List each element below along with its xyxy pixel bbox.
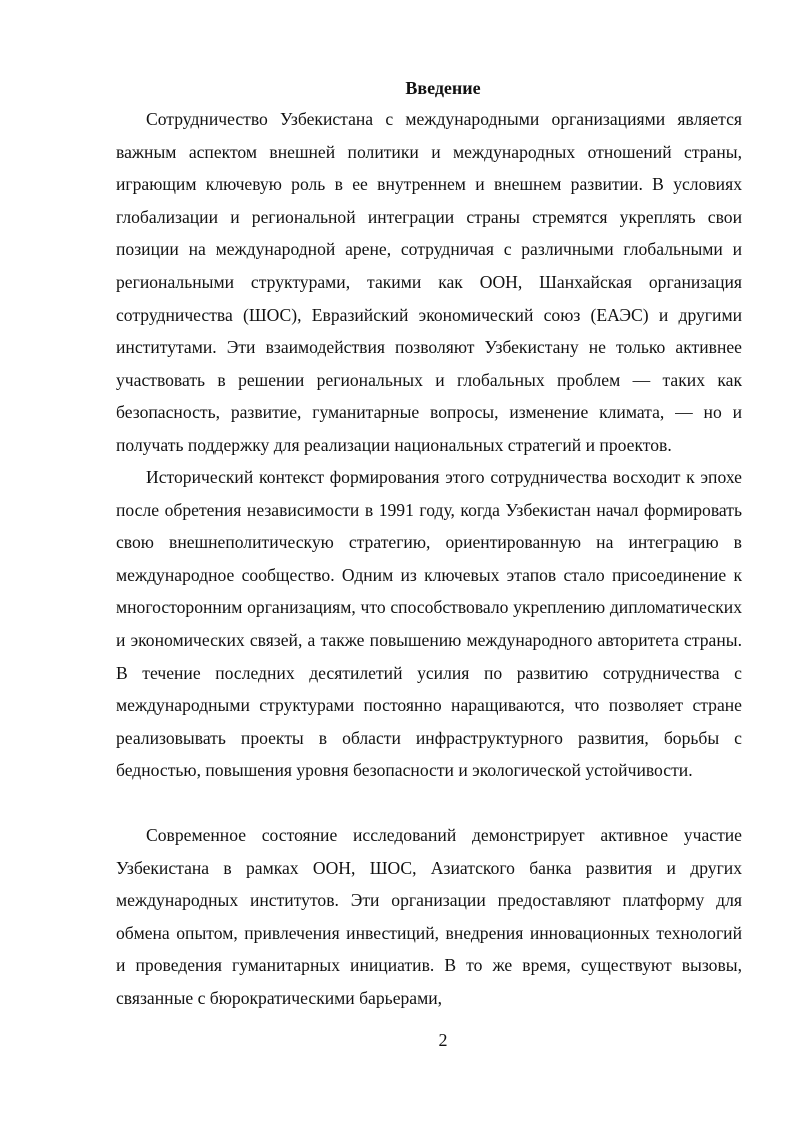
section-title: Введение [405, 78, 481, 98]
paragraph-3: Современное состояние исследований демонстрирует активное участие Узбекистана в рамках ООН, ШОС, Азиатского банка развития и других международных институтов. Эти организации предоставляют платформу для обмена опытом, привлечения инвестиций, внедрения инновационных технологий и проведения гуманитарных инициатив. В то же время, существуют вызовы, связанные с бюрократическими барьерами, [116, 825, 742, 1008]
paragraph-1: Сотрудничество Узбекистана с международными организациями является важным аспектом внешней политики и международных отношений страны, играющим ключевую роль в ее внутреннем и внешнем развитии. В условиях глобализации и региональной интеграции страны стремятся укреплять свои позиции на международной арене, сотрудничая с различными глобальными и региональными структурами, такими как ООН, Шанхайская организация сотрудничества (ШОС), Евразийский экономический союз (ЕАЭС) и другими институтами. Эти взаимодействия позволяют Узбекистану не только активнее участвовать в решении региональных и глобальных проблем — таких как безопасность, развитие, гуманитарные вопросы, изменение климата, — но и получать поддержку для реализации национальных стратегий и проектов. [116, 109, 742, 455]
page-number: 2 [438, 1030, 448, 1050]
paragraph-2: Исторический контекст формирования этого сотрудничества восходит к эпохе после обретения независимости в 1991 году, когда Узбекистан начал формировать свою внешнеполитическую стратегию, ориентированную на интеграцию в международное сообщество. Одним из ключевых этапов стало присоединение к многосторонним организациям, что способствовало укреплению дипломатических и экономических связей, а также повышению международного авторитета страны. В течение последних десятилетий усилия по развитию сотрудничества с международными структурами постоянно наращиваются, что позволяет стране реализовывать проекты в области инфраструктурного развития, борьбы с бедностью, повышения уровня безопасности и экологической устойчивости. [116, 467, 742, 781]
